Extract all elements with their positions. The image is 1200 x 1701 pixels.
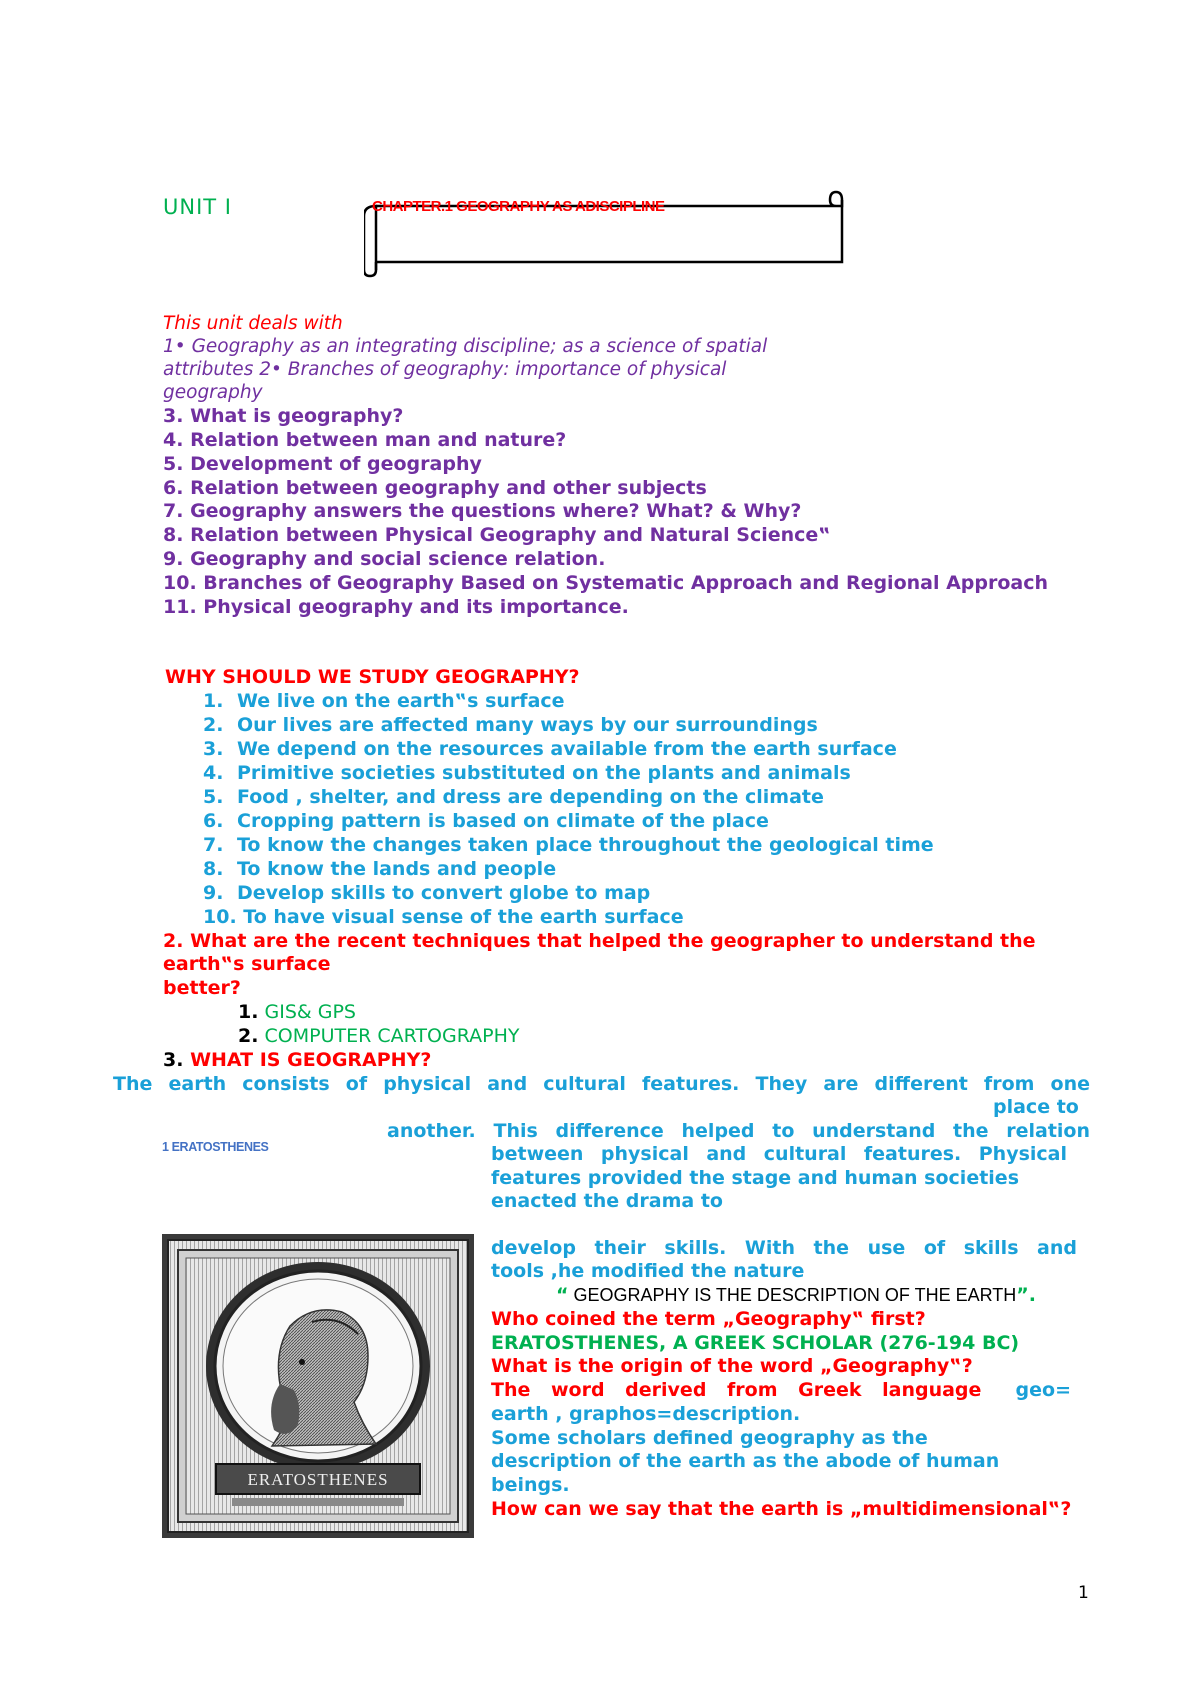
list-item: 4. Primitive societies substituted on the plants and animals — [203, 762, 851, 784]
list-item: 9. Develop skills to convert globe to map — [203, 882, 651, 904]
list-item: 10. To have visual sense of the earth surface — [203, 906, 684, 928]
recent-techniques-question-2: earth‟s surface — [163, 953, 331, 975]
paragraph-line: Some scholars defined geography as the — [491, 1427, 928, 1449]
paragraph-line: another. This difference helped to understand the relation — [387, 1120, 1090, 1142]
list-item: 2. COMPUTER CARTOGRAPHY — [238, 1025, 520, 1047]
portrait-plaque-text: ERATOSTHENES — [247, 1470, 389, 1489]
intro-line-1: 1• Geography as an integrating discipline; as a science of spatial — [163, 336, 768, 357]
answer-origin-line-1: The word derived from Greek language geo= — [491, 1379, 1071, 1401]
recent-techniques-question-3: better? — [163, 977, 241, 999]
paragraph-line: between physical and cultural features. Physical — [491, 1143, 1067, 1165]
paragraph-line: tools ,he modified the nature — [491, 1260, 805, 1282]
list-item: 9. Geography and social science relation. — [163, 548, 606, 570]
list-item: 1. GIS& GPS — [238, 1001, 356, 1023]
paragraph-line: place to — [993, 1096, 1079, 1118]
list-item: 5. Food , shelter, and dress are depending on the climate — [203, 786, 824, 808]
list-item: 7. Geography answers the questions where? What? & Why? — [163, 500, 802, 522]
list-item: 6. Relation between geography and other subjects — [163, 477, 707, 499]
list-item: 2. Our lives are affected many ways by our surroundings — [203, 714, 818, 736]
definition-quote: “ GEOGRAPHY IS THE DESCRIPTION OF THE EARTH”. — [556, 1284, 1036, 1306]
intro-lead: This unit deals with — [163, 313, 343, 334]
list-item: 11. Physical geography and its importance. — [163, 596, 629, 618]
answer-coined: ERATOSTHENES, A GREEK SCHOLAR (276-194 BC) — [491, 1332, 1020, 1354]
recent-techniques-question: 2. What are the recent techniques that helped the geographer to understand the — [163, 930, 1036, 952]
list-item: 8. Relation between Physical Geography and Natural Science‟ — [163, 524, 831, 546]
eratosthenes-portrait-image — [162, 1234, 474, 1538]
what-is-geography-heading: 3. WHAT IS GEOGRAPHY? — [163, 1049, 432, 1071]
list-item: 7. To know the changes taken place throughout the geological time — [203, 834, 934, 856]
figure-caption: 1 ERATOSTHENES — [162, 1140, 269, 1154]
why-study-heading: WHY SHOULD WE STUDY GEOGRAPHY? — [165, 666, 580, 688]
paragraph-line: develop their skills. With the use of skills and — [491, 1237, 1077, 1259]
paragraph-line: beings. — [491, 1474, 570, 1496]
intro-line-3: geography — [163, 382, 263, 403]
list-item: 4. Relation between man and nature? — [163, 429, 567, 451]
list-item: 3. We depend on the resources available from the earth surface — [203, 738, 897, 760]
list-item: 5. Development of geography — [163, 453, 482, 475]
question-origin: What is the origin of the word „Geography‟? — [491, 1355, 973, 1377]
paragraph-line: features provided the stage and human societies — [491, 1167, 1020, 1189]
list-item: 8. To know the lands and people — [203, 858, 557, 880]
list-item: 6. Cropping pattern is based on climate of the place — [203, 810, 769, 832]
answer-origin-line-2: earth , graphos=description. — [491, 1403, 801, 1425]
paragraph-line: description of the earth as the abode of human — [491, 1450, 1000, 1472]
paragraph-line: The earth consists of physical and cultural features. They are different from one — [113, 1073, 1090, 1095]
list-item: 3. What is geography? — [163, 405, 404, 427]
page-number: 1 — [1078, 1583, 1089, 1603]
chapter-title: CHAPTER.1 GEOGRAPHY AS ADISCIPLINE — [372, 198, 665, 215]
question-multidimensional: How can we say that the earth is „multidimensional‟? — [491, 1498, 1072, 1520]
unit-heading: UNIT I — [163, 195, 232, 219]
list-item: 10. Branches of Geography Based on Systematic Approach and Regional Approach — [163, 572, 1049, 594]
paragraph-line: enacted the drama to — [491, 1190, 723, 1212]
list-item: 1. We live on the earth‟s surface — [203, 690, 565, 712]
intro-line-2: attributes 2• Branches of geography: importance of physical — [163, 359, 727, 380]
question-coined: Who coined the term „Geography‟ first? — [491, 1308, 926, 1330]
